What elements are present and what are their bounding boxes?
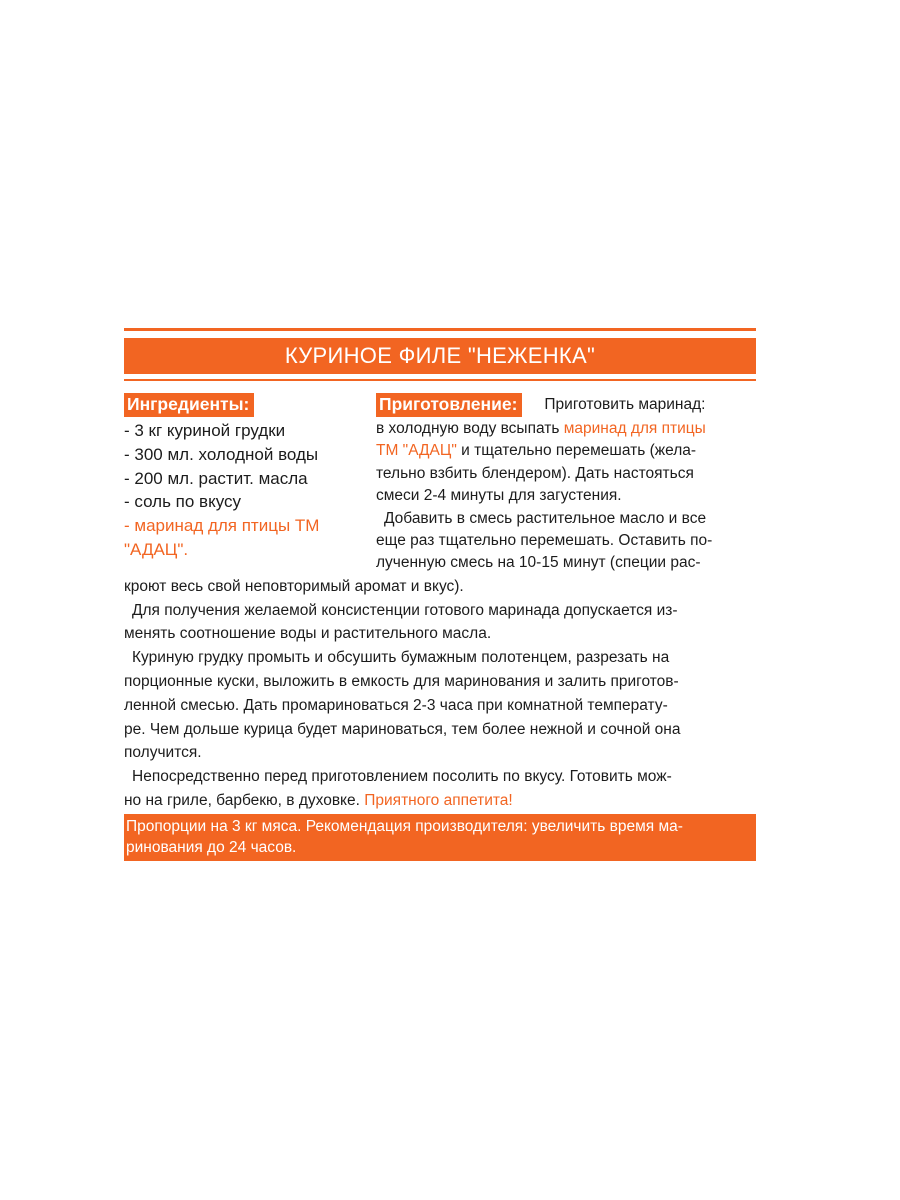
preparation-section bbox=[376, 393, 756, 575]
preparation-line: Куриную грудку промыть и обсушить бумажным полотенцем, разрезать на bbox=[132, 649, 670, 667]
ingredient-item: - 300 мл. холодной воды bbox=[124, 444, 319, 464]
preparation-line: менять соотношение воды и растительного масла. bbox=[124, 625, 492, 643]
ingredient-item-marinade: - маринад для птицы ТМ bbox=[124, 516, 320, 536]
bon-appetit-highlight: Приятного аппетита! bbox=[364, 792, 513, 810]
ingredient-item: - 200 мл. растит. масла bbox=[124, 468, 308, 488]
ingredient-item-marinade-brand: "АДАЦ". bbox=[124, 539, 189, 559]
preparation-line: ленной смесью. Дать промариноваться 2-3 часа при комнатной температу- bbox=[124, 696, 668, 714]
preparation-line: Добавить в смесь растительное масло и все bbox=[384, 509, 707, 527]
footer-line: Пропорции на 3 кг мяса. Рекомендация производителя: увеличить время ма- bbox=[126, 817, 683, 835]
preparation-line: кроют весь свой неповторимый аромат и вкус). bbox=[124, 577, 464, 595]
ingredients-list bbox=[124, 419, 376, 562]
preparation-lead: Приготовить маринад: bbox=[544, 396, 706, 413]
text-span: и тщательно перемешать (жела- bbox=[456, 442, 697, 460]
text-span: в холодную воду всыпать bbox=[376, 420, 564, 437]
ingredient-item: - 3 кг куриной грудки bbox=[124, 421, 286, 440]
preparation-continued bbox=[124, 575, 756, 813]
footer-note bbox=[124, 814, 756, 861]
recipe-title: КУРИНОЕ ФИЛЕ "НЕЖЕНКА" bbox=[284, 343, 596, 368]
preparation-line: смеси 2-4 минуты для загустения. bbox=[376, 487, 622, 505]
preparation-line bbox=[376, 440, 756, 462]
two-column-section bbox=[124, 393, 756, 575]
preparation-line: лученную смесь на 10-15 минут (специи рас- bbox=[376, 554, 701, 572]
ingredients-section bbox=[124, 393, 376, 575]
preparation-line: Для получения желаемой консистенции готового маринада допускается из- bbox=[132, 601, 678, 619]
title-bar bbox=[124, 338, 756, 374]
preparation-line: получится. bbox=[124, 744, 202, 762]
preparation-line: Непосредственно перед приготовлением посолить по вкусу. Готовить мож- bbox=[132, 768, 672, 786]
preparation-line: порционные куски, выложить в емкость для маринования и залить приготов- bbox=[124, 673, 679, 691]
preparation-line bbox=[376, 418, 756, 440]
preparation-line: еще раз тщательно перемешать. Оставить по- bbox=[376, 532, 713, 550]
marinade-highlight: маринад для птицы bbox=[563, 420, 706, 437]
ingredient-item: - соль по вкусу bbox=[124, 492, 242, 512]
top-divider bbox=[124, 328, 756, 331]
ingredients-heading: Ингредиенты: bbox=[124, 393, 254, 417]
footer-line: ринования до 24 часов. bbox=[126, 838, 297, 856]
preparation-line bbox=[124, 789, 756, 813]
title-divider bbox=[124, 379, 756, 381]
brand-highlight: ТМ "АДАЦ" bbox=[376, 442, 457, 460]
preparation-heading: Приготовление: bbox=[376, 393, 522, 417]
preparation-line: тельно взбить блендером). Дать настояться bbox=[376, 464, 694, 482]
text-span: но на гриле, барбекю, в духовке. bbox=[124, 792, 365, 810]
preparation-line: ре. Чем дольше курица будет мариноваться, тем более нежной и сочной она bbox=[124, 720, 681, 738]
recipe-card bbox=[124, 328, 756, 861]
preparation-header bbox=[376, 393, 756, 417]
